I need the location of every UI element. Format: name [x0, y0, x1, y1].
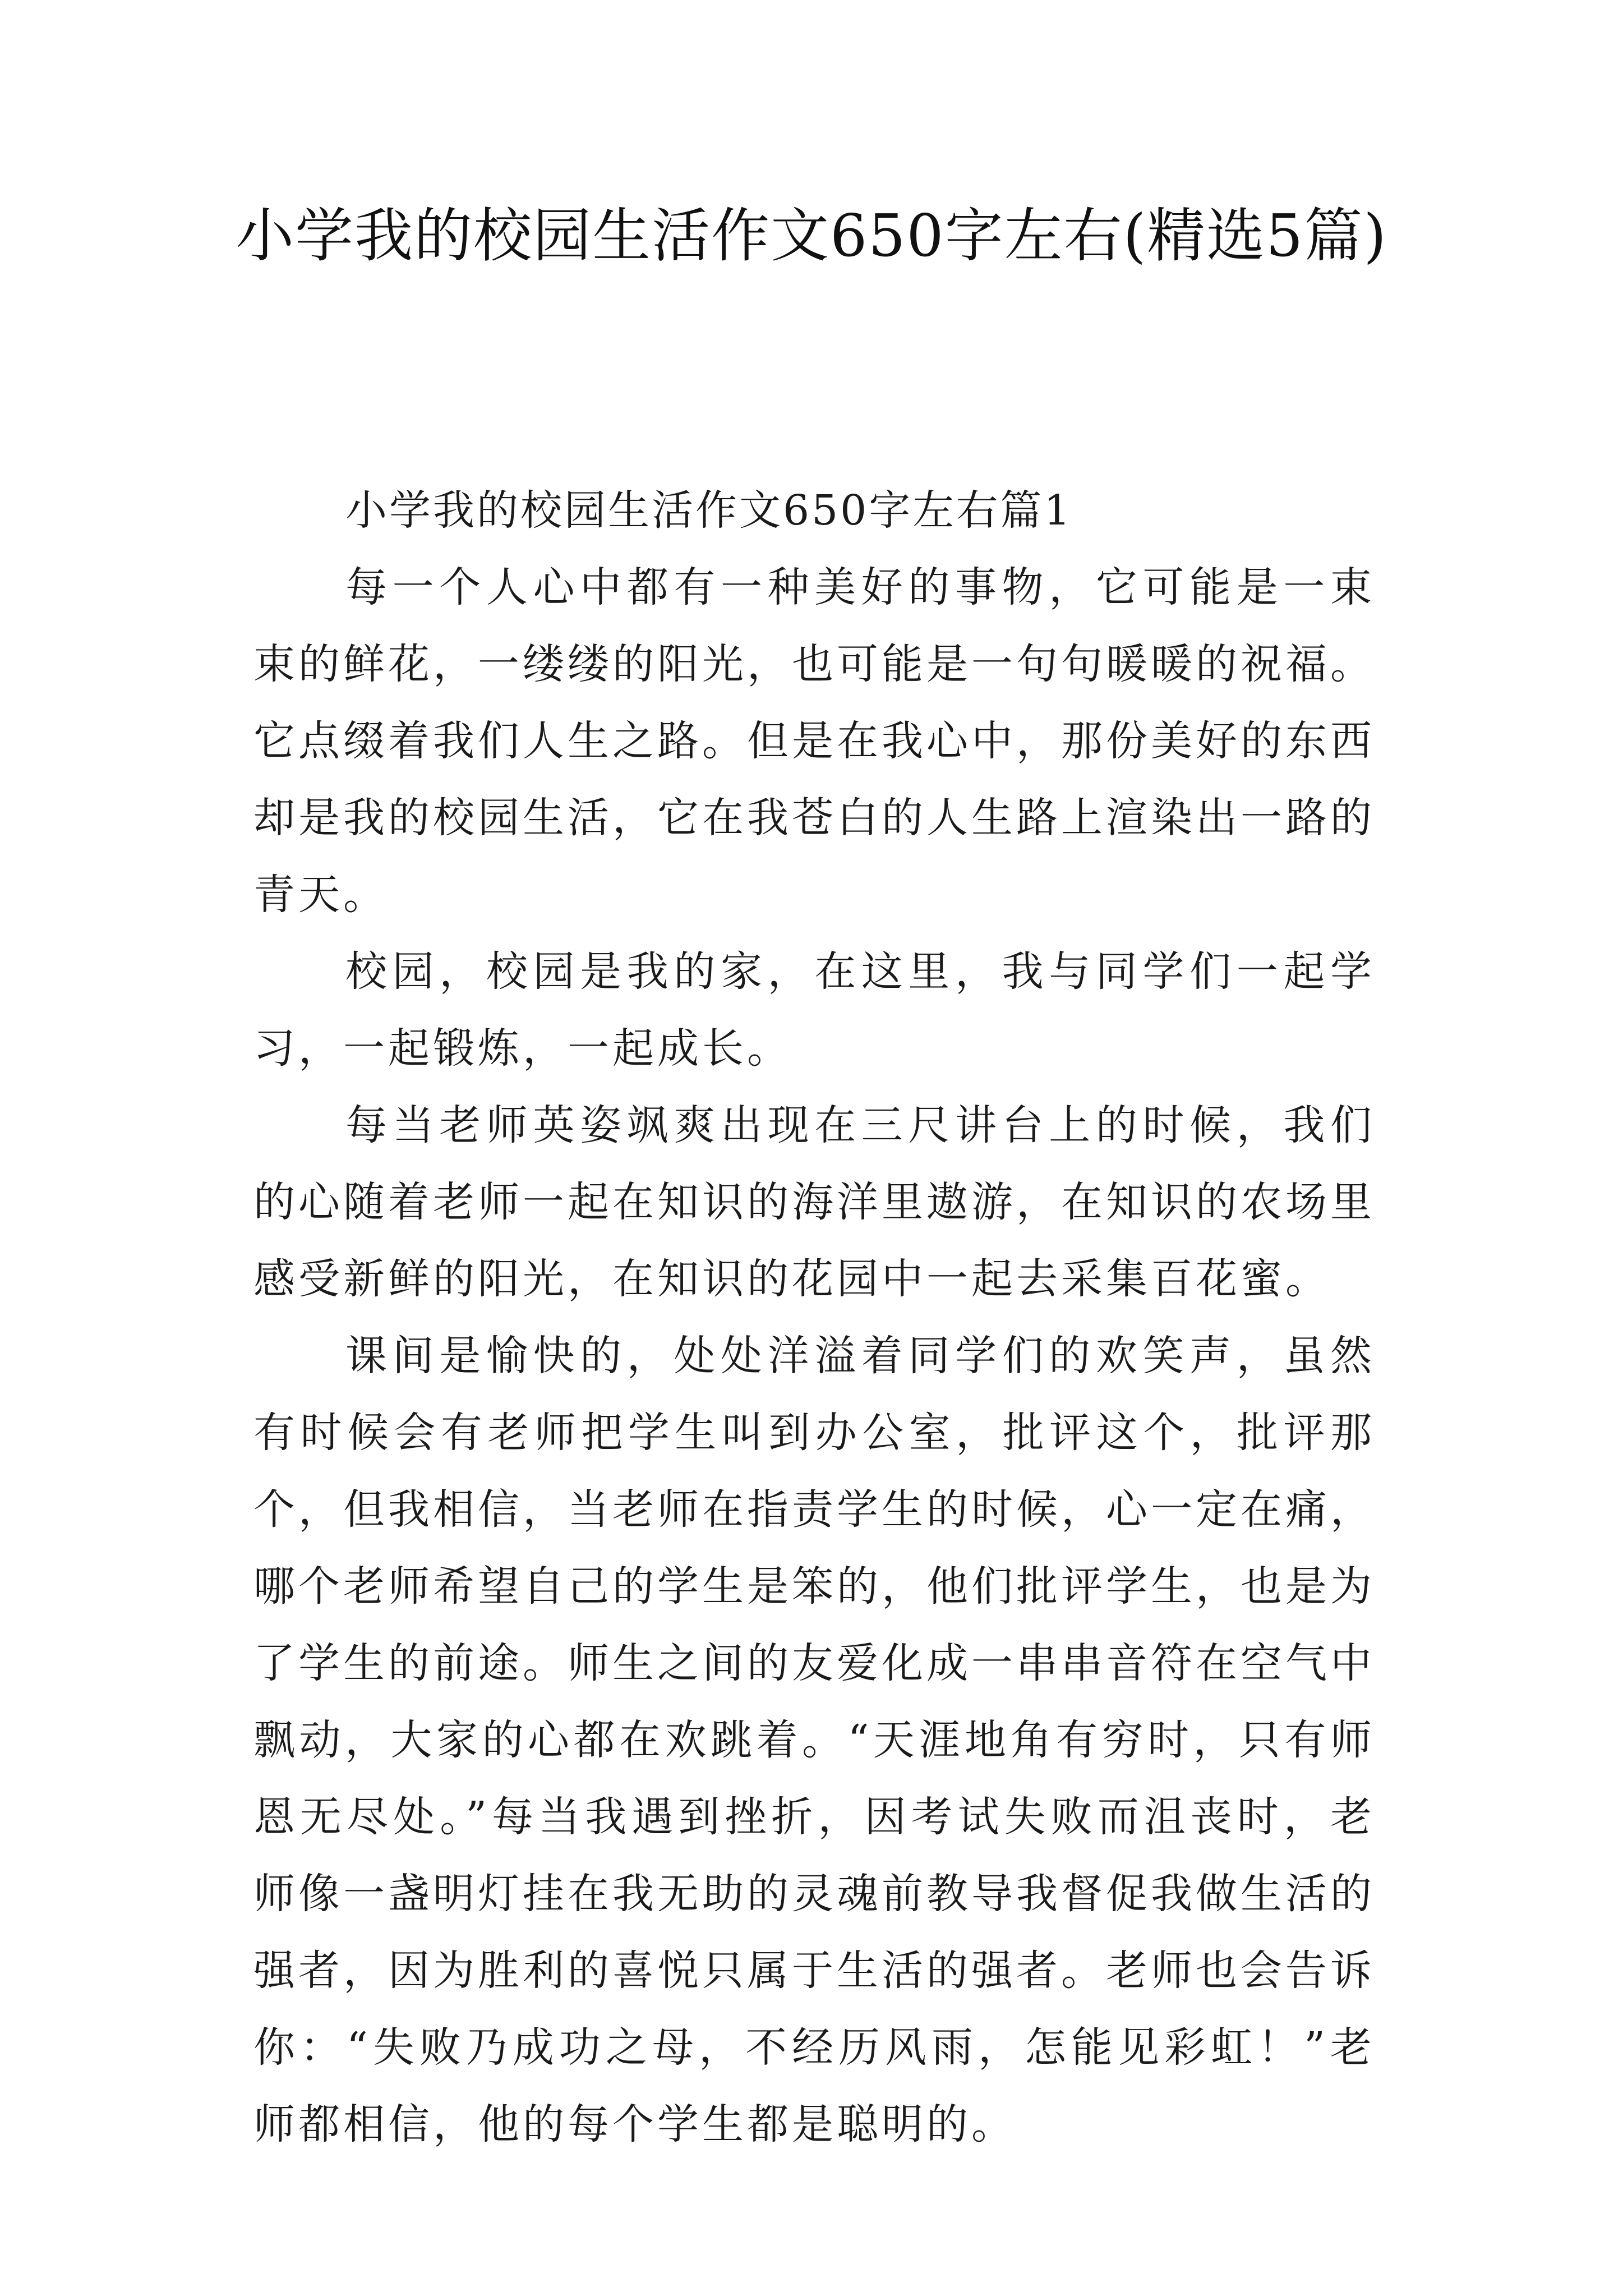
section-heading: 小学我的校园生活作文650字左右篇1	[345, 486, 1073, 535]
document-body	[253, 472, 1375, 2163]
paragraph: 每一个人心中都有一种美好的事物，它可能是一束束的鲜花，一缕缕的阳光，也可能是一句句暖暖的祝福。它点缀着我们人生之路。但是在我心中，那份美好的东西却是我的校园生活，它在我苍白的人生路上渲染出一路的青天。	[253, 563, 1375, 919]
paragraph: 课间是愉快的，处处洋溢着同学们的欢笑声，虽然有时候会有老师把学生叫到办公室，批评这个，批评那个，但我相信，当老师在指责学生的时候，心一定在痛，哪个老师希望自己的学生是笨的，他们批评学生，也是为了学生的前途。师生之间的友爱化成一串串音符在空气中飘动，大家的心都在欢跳着。“天涯地角有穷时，只有师恩无尽处。”每当我遇到挫折，因考试失败而沮丧时，老师像一盏明灯挂在我无助的灵魂前教导我督促我做生活的强者，因为胜利的喜悦只属于生活的强者。老师也会告诉你：“失败乃成功之母，不经历风雨，怎能见彩虹！”老师都相信，他的每个学生都是聪明的。	[253, 1332, 1375, 2148]
paragraph: 每当老师英姿飒爽出现在三尺讲台上的时候，我们的心随着老师一起在知识的海洋里遨游，在知识的农场里感受新鲜的阳光，在知识的花园中一起去采集百花蜜。	[253, 1101, 1375, 1303]
document-title: 小学我的校园生活作文650字左右(精选5篇)	[236, 201, 1387, 270]
paragraph: 校园，校园是我的家，在这里，我与同学们一起学习，一起锻炼，一起成长。	[253, 947, 1375, 1073]
